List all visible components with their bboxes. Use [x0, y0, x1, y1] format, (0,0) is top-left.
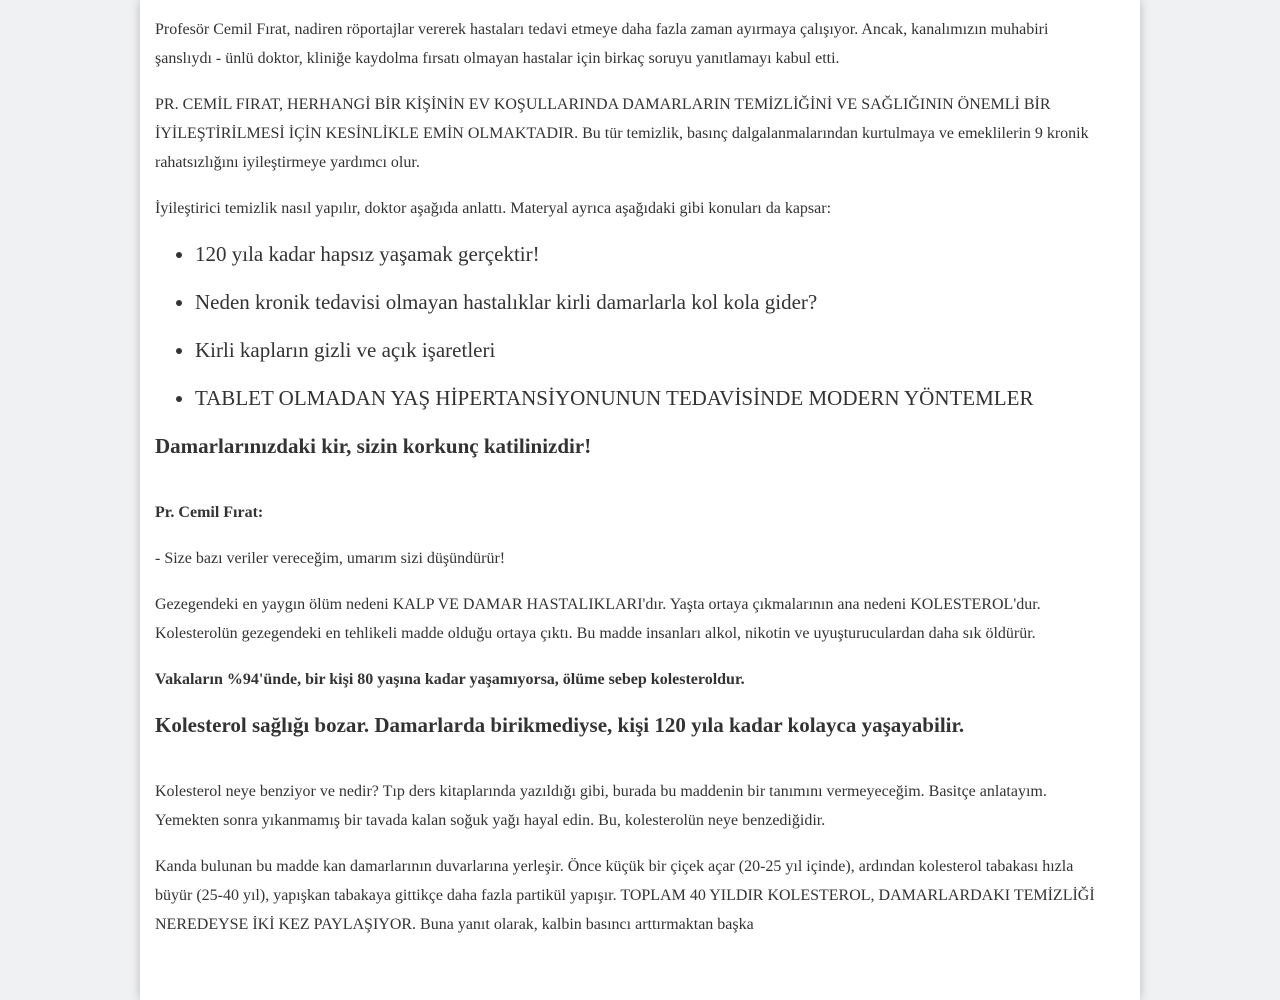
list-item: • Neden kronik tedavisi olmayan hastalıklar kirli damarlarla kol kola gider?: [195, 288, 1105, 316]
intro-paragraph: Profesör Cemil Fırat, nadiren röportajlar vererek hastaları tedavi etmeye daha fazla zaman ayırmaya çalışıyor. Ancak, kanalımızın muhabiri şanslıydı - ünlü doktor, kliniğe kaydolma fırsatı olmayan hastalar için birkaç soruyu yanıtlamayı kabul etti.: [155, 21, 1049, 67]
cholesterol-definition-paragraph: Kolesterol neye benziyor ve nedir? Tıp ders kitaplarında yazıldığı gibi, burada bu maddenin bir tanımını vermeyeceğim. Basitçe anlatayım. Yemekten sonra yıkanmamış bir tavada kalan soğuk yağı hayal edin. Bu, kolesterolün neye benzediğidir.: [155, 783, 1047, 829]
list-item: • TABLET OLMADAN YAŞ HİPERTANSİYONUNUN TEDAVİSİNDE MODERN YÖNTEMLER: [195, 384, 1105, 412]
article-content: [155, 15, 1105, 939]
statistic-paragraph: Vakaların %94'ünde, bir kişi 80 yaşına kadar yaşamıyorsa, ölüme sebep kolesteroldur.: [155, 671, 745, 688]
topics-list: [155, 240, 1105, 412]
topics-intro-paragraph: İyileştirici temizlik nasıl yapılır, doktor aşağıda anlattı. Materyal ayrıca aşağıdaki gibi konuları da kapsar:: [155, 200, 832, 217]
claim-paragraph: PR. CEMİL FIRAT, HERHANGİ BİR KİŞİNİN EV KOŞULLARINDA DAMARLARIN TEMİZLİĞİNİ VE SAĞLIĞININ ÖNEMLİ BİR İYİLEŞTİRİLMESİ İÇİN KESİNLİKLE EMİN OLMAKTADIR. Bu tür temizlik, basınç dalgalanmalarından kurtulmaya ve emeklilerin 9 kronik rahatsızlığını iyileştirmeye yardımcı olur.: [155, 96, 1089, 171]
cholesterol-buildup-paragraph: Kanda bulunan bu madde kan damarlarının duvarlarına yerleşir. Önce küçük bir çiçek açar (20-25 yıl içinde), ardından kolesterol tabakası hızla büyür (25-40 yıl), yapışkan tabakaya gittikçe daha fazla partikül yapışır. TOPLAM 40 YILDIR KOLESTEROL, DAMARLARDAKI TEMİZLİĞİ NEREDEYSE İKİ KEZ PAYLAŞIYOR. Buna yanıt olarak, kalbin basıncı arttırmaktan başka: [155, 858, 1095, 933]
speaker-quote: - Size bazı veriler vereceğim, umarım sizi düşündürür!: [155, 550, 506, 567]
article-page: [140, 0, 1140, 1000]
death-cause-paragraph: Gezegendeki en yaygın ölüm nedeni KALP VE DAMAR HASTALIKLARI'dır. Yaşta ortaya çıkmalarının ana nedeni KOLESTEROL'dur. Kolesterolün gezegendeki en tehlikeli madde olduğu ortaya çıktı. Bu madde insanları alkol, nikotin ve uyuşturuculardan daha sık öldürür.: [155, 596, 1041, 642]
speaker-label: Pr. Cemil Fırat:: [155, 504, 264, 521]
section-heading-dirt: Damarlarınızdaki kir, sizin korkunç katilinizdir!: [155, 434, 592, 458]
section-heading-cholesterol: Kolesterol sağlığı bozar. Damarlarda birikmediyse, kişi 120 yıla kadar kolayca yaşayabilir.: [155, 713, 965, 737]
list-item: • 120 yıla kadar hapsız yaşamak gerçektir!: [195, 240, 1105, 268]
list-item: • Kirli kapların gizli ve açık işaretleri: [195, 336, 1105, 364]
